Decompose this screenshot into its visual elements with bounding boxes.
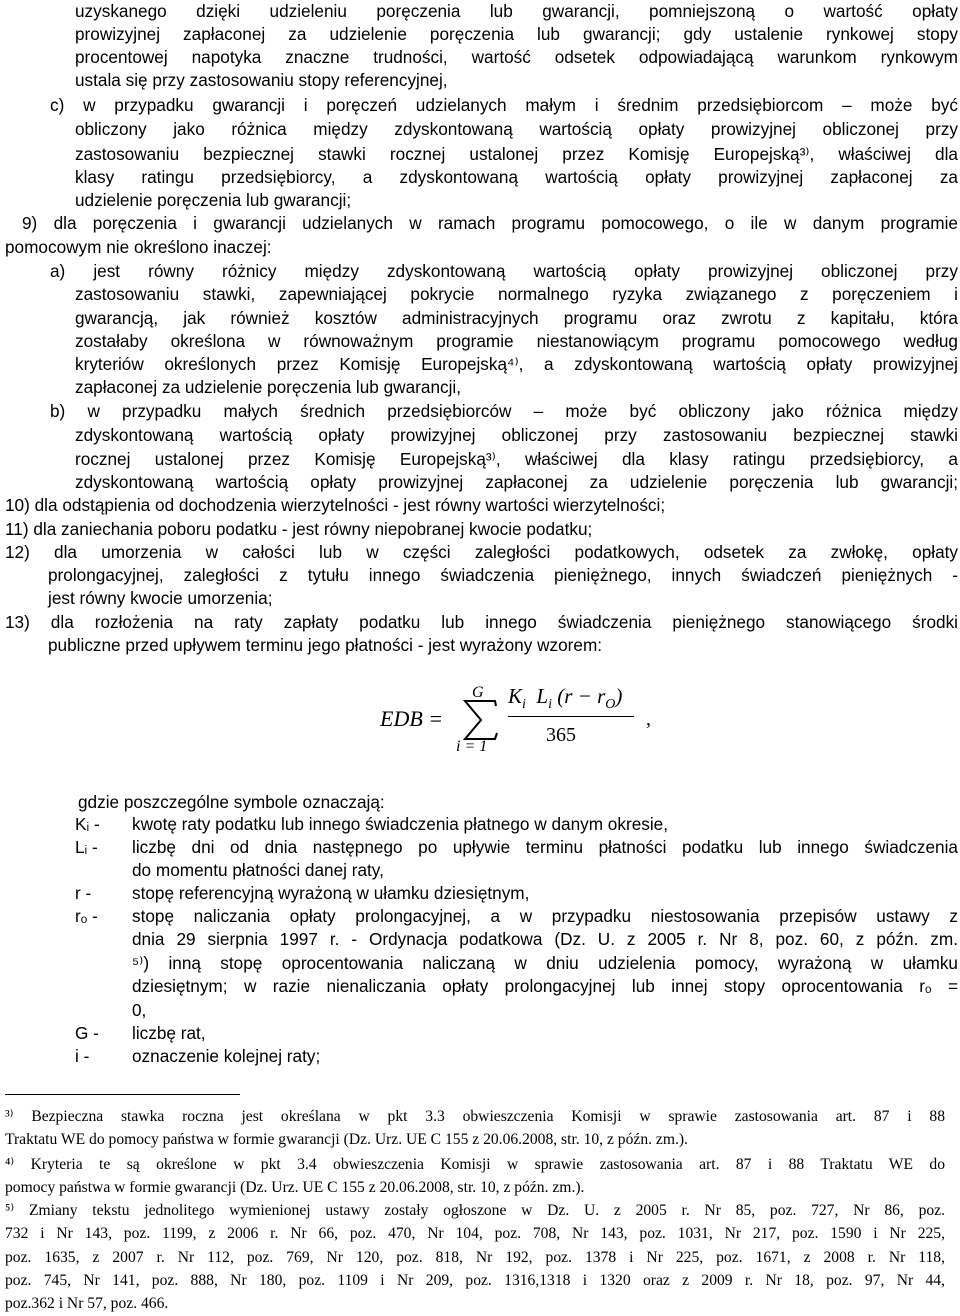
edb-formula — [380, 680, 680, 760]
symbol-definition-line: dziesiętnym; w razie nienaliczania opłaty prolongacyjnej lub innej stopy oprocentowania rₒ = — [132, 976, 958, 997]
footnote-line: Traktatu WE do pomocy państwa w formie gwarancji (Dz. Urz. UE C 155 z 20.06.2008, str. 10, z późn. zm.). — [5, 1131, 688, 1148]
formula-numerator: $K_i$ $L_i$ $(r - r_O)$ — [508, 684, 623, 713]
body-line: 11) dla zaniechania poboru podatku - jest równy niepobranej kwocie podatku; — [5, 519, 593, 539]
body-line: zastosowaniu stawki, zapewniającej pokrycie normalnego ryzyka związanego z poręczeniem i — [75, 284, 958, 304]
body-line: gdzie poszczególne symbole oznaczają: — [78, 792, 385, 812]
footnote-line: poz.362 i Nr 57, poz. 466. — [5, 1295, 169, 1312]
body-line: kryteriów określonych przez Komisję Europejską⁴⁾, a zdyskontowaną wartością opłaty prowizyjnej — [75, 354, 958, 374]
symbol-definition-line: kwotę raty podatku lub innego świadczenia płatnego w danym okresie, — [132, 814, 668, 834]
body-line: prowizyjnej zapłaconej za udzielenie poręczenia lub gwarancji; gdy ustalenie rynkowej stopy — [75, 24, 958, 44]
symbol-term: i - — [75, 1046, 90, 1066]
symbol-definition-line: oznaczenie kolejnej raty; — [132, 1046, 321, 1066]
body-line: 10) dla odstąpienia od dochodzenia wierzytelności - jest równy wartości wierzytelności; — [5, 495, 666, 515]
body-line: ustala się przy zastosowaniu stopy referencyjnej, — [75, 70, 448, 90]
body-line: uzyskanego dzięki udzieleniu poręczenia lub gwarancji, pomniejszoną o wartość opłaty — [75, 1, 958, 21]
footnote-line: poz. 745, Nr 141, poz. 888, Nr 180, poz. 1109 i Nr 209, poz. 1316,1318 i 1320 oraz z 2009 r. Nr 18, poz. 97, Nr 44, — [5, 1272, 945, 1289]
formula-upper-limit: G — [472, 684, 484, 701]
body-line: 9) dla poręczenia i gwarancji udzielanych w ramach programu pomocowego, o ile w danym programie — [22, 213, 958, 233]
footnote-separator — [5, 1094, 240, 1095]
fraction-bar — [508, 716, 634, 717]
body-line: 13) dla rozłożenia na raty zapłaty podatku lub innego świadczenia pieniężnego stanowiącego środki — [5, 612, 958, 632]
body-line: c) w przypadku gwarancji i poręczeń udzielanych małym i średnim przedsiębiorcom – może być — [50, 95, 958, 115]
footnote-line: pomocy państwa w formie gwarancji (Dz. Urz. UE C 155 z 20.06.2008, str. 10, z późn. zm.). — [5, 1179, 585, 1196]
symbol-term: G - — [75, 1023, 99, 1043]
formula-trailing-comma: , — [646, 708, 651, 730]
body-line: procentowej napotyka znaczne trudności, wartość odsetek odpowiadającą warunkom rynkowym — [75, 47, 958, 67]
symbol-definition-line: dnia 29 sierpnia 1997 r. - Ordynacja podatkowa (Dz. U. z 2005 r. Nr 8, poz. 60, z późn. zm. — [132, 929, 958, 950]
symbol-definition-line: liczbę dni od dnia następnego po upływie terminu płatności podatku lub innego świadczenia — [132, 837, 958, 857]
symbol-definition-line: liczbę rat, — [132, 1023, 206, 1043]
body-line: a) jest równy różnicy między zdyskontowaną wartością opłaty prowizyjnej obliczonej przy — [50, 261, 958, 281]
formula-denominator: 365 — [546, 724, 576, 746]
body-line: udzielenie poręczenia lub gwarancji; — [75, 190, 352, 210]
body-line: zostałaby określona w równoważnym programie niestanowiącym programu pomocowego według — [75, 331, 958, 351]
body-line: zdyskontowaną wartością opłaty prowizyjnej obliczonej przy zastosowaniu bezpiecznej stawki — [75, 425, 958, 445]
body-line: publiczne przed upływem terminu jego płatności - jest wyrażony wzorem: — [48, 635, 603, 655]
body-line: b) w przypadku małych średnich przedsiębiorców – może być obliczony jako różnica między — [50, 401, 958, 421]
symbol-term: r - — [75, 883, 92, 903]
body-line: klasy ratingu przedsiębiorcy, a zdyskontowaną wartością opłaty prowizyjnej zapłaconej za — [75, 167, 958, 187]
body-line: gwarancją, jak również kosztów administracyjnych programu oraz zwrotu z kapitału, która — [75, 308, 958, 328]
symbol-definition-line: stopę referencyjną wyrażoną w ułamku dziesiętnym, — [132, 883, 530, 903]
footnote-line: 732 i Nr 143, poz. 1199, z 2006 r. Nr 66, poz. 470, Nr 104, poz. 708, Nr 143, poz. 1031, Nr 217, poz. 1590 i Nr 225, — [5, 1225, 945, 1242]
symbol-term: rₒ - — [75, 906, 98, 926]
symbol-definition-line: 0, — [132, 999, 147, 1020]
formula-lhs: EDB = — [380, 706, 444, 731]
body-line: prolongacyjnej, zaległości z tytułu innego świadczenia pieniężnego, innych świadczeń pieniężnych - — [48, 565, 958, 585]
symbol-definition-line: do momentu płatności danej raty, — [132, 860, 384, 881]
body-line: pomocowym nie określono inaczej: — [5, 237, 272, 257]
footnote-line: poz. 1635, z 2007 r. Nr 112, poz. 769, Nr 120, poz. 818, Nr 192, poz. 1378 i Nr 225, poz. 1671, z 2008 r. Nr 118, — [5, 1249, 945, 1266]
symbol-term: Kᵢ - — [75, 814, 100, 834]
footnote-line: ³⁾ Bezpieczna stawka roczna jest określana w pkt 3.3 obwieszczenia Komisji w sprawie zastosowania art. 87 i 88 — [5, 1108, 945, 1125]
body-line: obliczony jako różnica między zdyskontowaną wartością opłaty prowizyjnej obliczonej przy — [75, 119, 958, 139]
body-line: 12) dla umorzenia w całości lub w części zaległości podatkowych, odsetek za zwłokę, opłaty — [5, 542, 958, 562]
footnote-line: ⁴⁾ Kryteria te są określone w pkt 3.4 obwieszczenia Komisji w sprawie zastosowania art. 87 i 88 Traktatu WE do — [5, 1156, 945, 1173]
body-line: zdyskontowaną wartością opłaty prowizyjnej zapłaconej za udzielenie poręczenia lub gwarancji; — [75, 472, 958, 492]
sigma-symbol — [462, 700, 500, 740]
footnote-line: ⁵⁾ Zmiany tekstu jednolitego wymienionej ustawy zostały ogłoszone w Dz. U. z 2005 r. Nr 85, poz. 727, Nr 86, poz. — [5, 1202, 945, 1219]
symbol-definition-line: stopę naliczania opłaty prolongacyjnej, a w przypadku niestosowania przepisów ustawy z — [132, 906, 958, 926]
body-line: jest równy kwocie umorzenia; — [48, 588, 273, 608]
body-line: rocznej ustalonej przez Komisję Europejską³⁾, właściwej dla klasy ratingu przedsiębiorcy, a — [75, 449, 958, 469]
symbol-definition-line: ⁵⁾) inną stopę oprocentowania naliczaną w dniu udzielenia pomocy, wyrażoną w ułamku — [132, 952, 958, 973]
formula-lower-limit: i = 1 — [456, 738, 488, 755]
body-line: zastosowaniu bezpiecznej stawki rocznej ustalonej przez Komisję Europejską³⁾, właściwej dla — [75, 144, 958, 164]
symbol-term: Lᵢ - — [75, 837, 98, 857]
body-line: zapłaconej za udzielenie poręczenia lub gwarancji, — [75, 377, 462, 397]
